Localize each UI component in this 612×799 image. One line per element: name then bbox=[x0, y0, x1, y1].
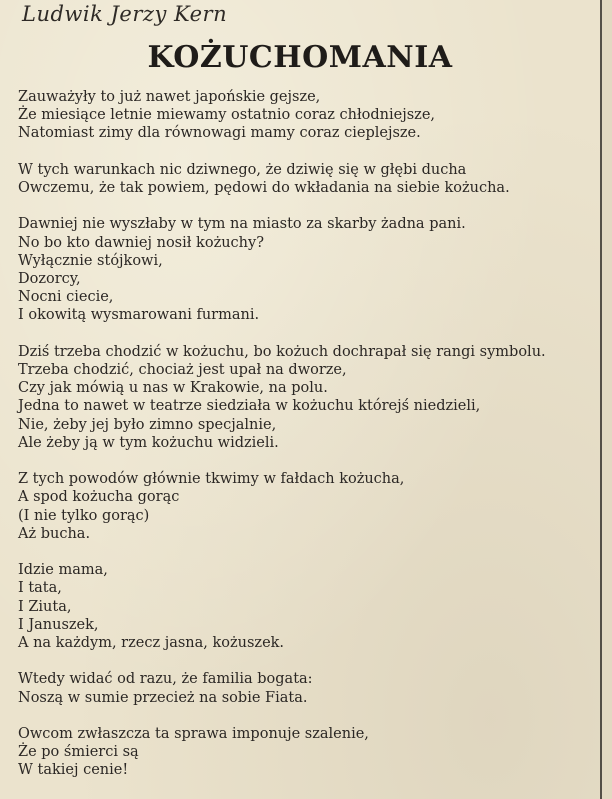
poem-line: I Ziuta, bbox=[18, 598, 72, 615]
poem-line: Wtedy widać od razu, że familia bogata: bbox=[18, 671, 313, 688]
poem-line: Wyłącznie stójkowi, bbox=[18, 252, 163, 269]
poem-line: Natomiast zimy dla równowagi mamy coraz cieplejsze. bbox=[18, 125, 421, 142]
poem-line: Zauważyły to już nawet japońskie gejsze, bbox=[18, 89, 321, 105]
page-edge bbox=[602, 0, 612, 799]
stanza bbox=[18, 88, 598, 143]
poem-body bbox=[18, 88, 598, 798]
poem-line: W takiej cenie! bbox=[18, 762, 129, 779]
poem-line: Z tych powodów głównie tkwimy w fałdach kożucha, bbox=[18, 471, 405, 488]
poem-line: Aż bucha. bbox=[18, 525, 91, 542]
poem-line: Że po śmierci są bbox=[18, 744, 139, 761]
poem-line: (I nie tylko gorąc) bbox=[18, 507, 150, 524]
poem-line: I Januszek, bbox=[18, 616, 99, 633]
poem-line: Ale żeby ją w tym kożuchu widzieli. bbox=[18, 434, 279, 451]
poem-line: Dawniej nie wyszłaby w tym na miasto za skarby żadna pani. bbox=[18, 216, 466, 233]
poem-line: Dozorcy, bbox=[18, 271, 81, 287]
poem-line: Jedna to nawet w teatrze siedziała w kożuchu którejś niedzieli, bbox=[18, 398, 481, 415]
poem-line: I okowitą wysmarowani furmani. bbox=[18, 307, 260, 324]
poem-title: KOŻUCHOMANIA bbox=[147, 40, 453, 75]
poem-line: Że miesiące letnie miewamy ostatnio coraz chłodniejsze, bbox=[18, 107, 436, 124]
stanza bbox=[18, 725, 598, 780]
poem-line: Czy jak mówią u nas w Krakowie, na polu. bbox=[18, 380, 328, 397]
stanza bbox=[18, 215, 598, 324]
poem-line: A na każdym, rzecz jasna, kożuszek. bbox=[18, 635, 285, 652]
stanza bbox=[18, 670, 598, 706]
stanza bbox=[18, 343, 598, 452]
stanza bbox=[18, 470, 598, 543]
poem-line: W tych warunkach nic dziwnego, że dziwię się w głębi ducha bbox=[18, 161, 467, 178]
stanza bbox=[18, 561, 598, 652]
stanza bbox=[18, 161, 598, 197]
poem-line: Noszą w sumie przecież na sobie Fiata. bbox=[18, 689, 308, 706]
poem-line: Nie, żeby jej było zimno specjalnie, bbox=[18, 416, 277, 433]
poem-line: Idzie mama, bbox=[18, 562, 108, 579]
poem-line: Owcom zwłaszcza ta sprawa imponuje szalenie, bbox=[18, 726, 369, 742]
author-signature: Ludwik Jerzy Kern bbox=[22, 2, 228, 26]
poem-line: Nocni ciecie, bbox=[18, 289, 114, 306]
poem-line: A spod kożucha gorąc bbox=[18, 489, 180, 506]
poem-line: Dziś trzeba chodzić w kożuchu, bo kożuch dochrapał się rangi symbolu. bbox=[18, 343, 546, 360]
poem-line: I tata, bbox=[18, 580, 62, 597]
poem-line: No bo kto dawniej nosił kożuchy? bbox=[18, 234, 264, 251]
poem-line: Owczemu, że tak powiem, pędowi do wkładania na siebie kożucha. bbox=[18, 180, 510, 196]
poem-line: Trzeba chodzić, chociaż jest upał na dworze, bbox=[18, 362, 347, 378]
